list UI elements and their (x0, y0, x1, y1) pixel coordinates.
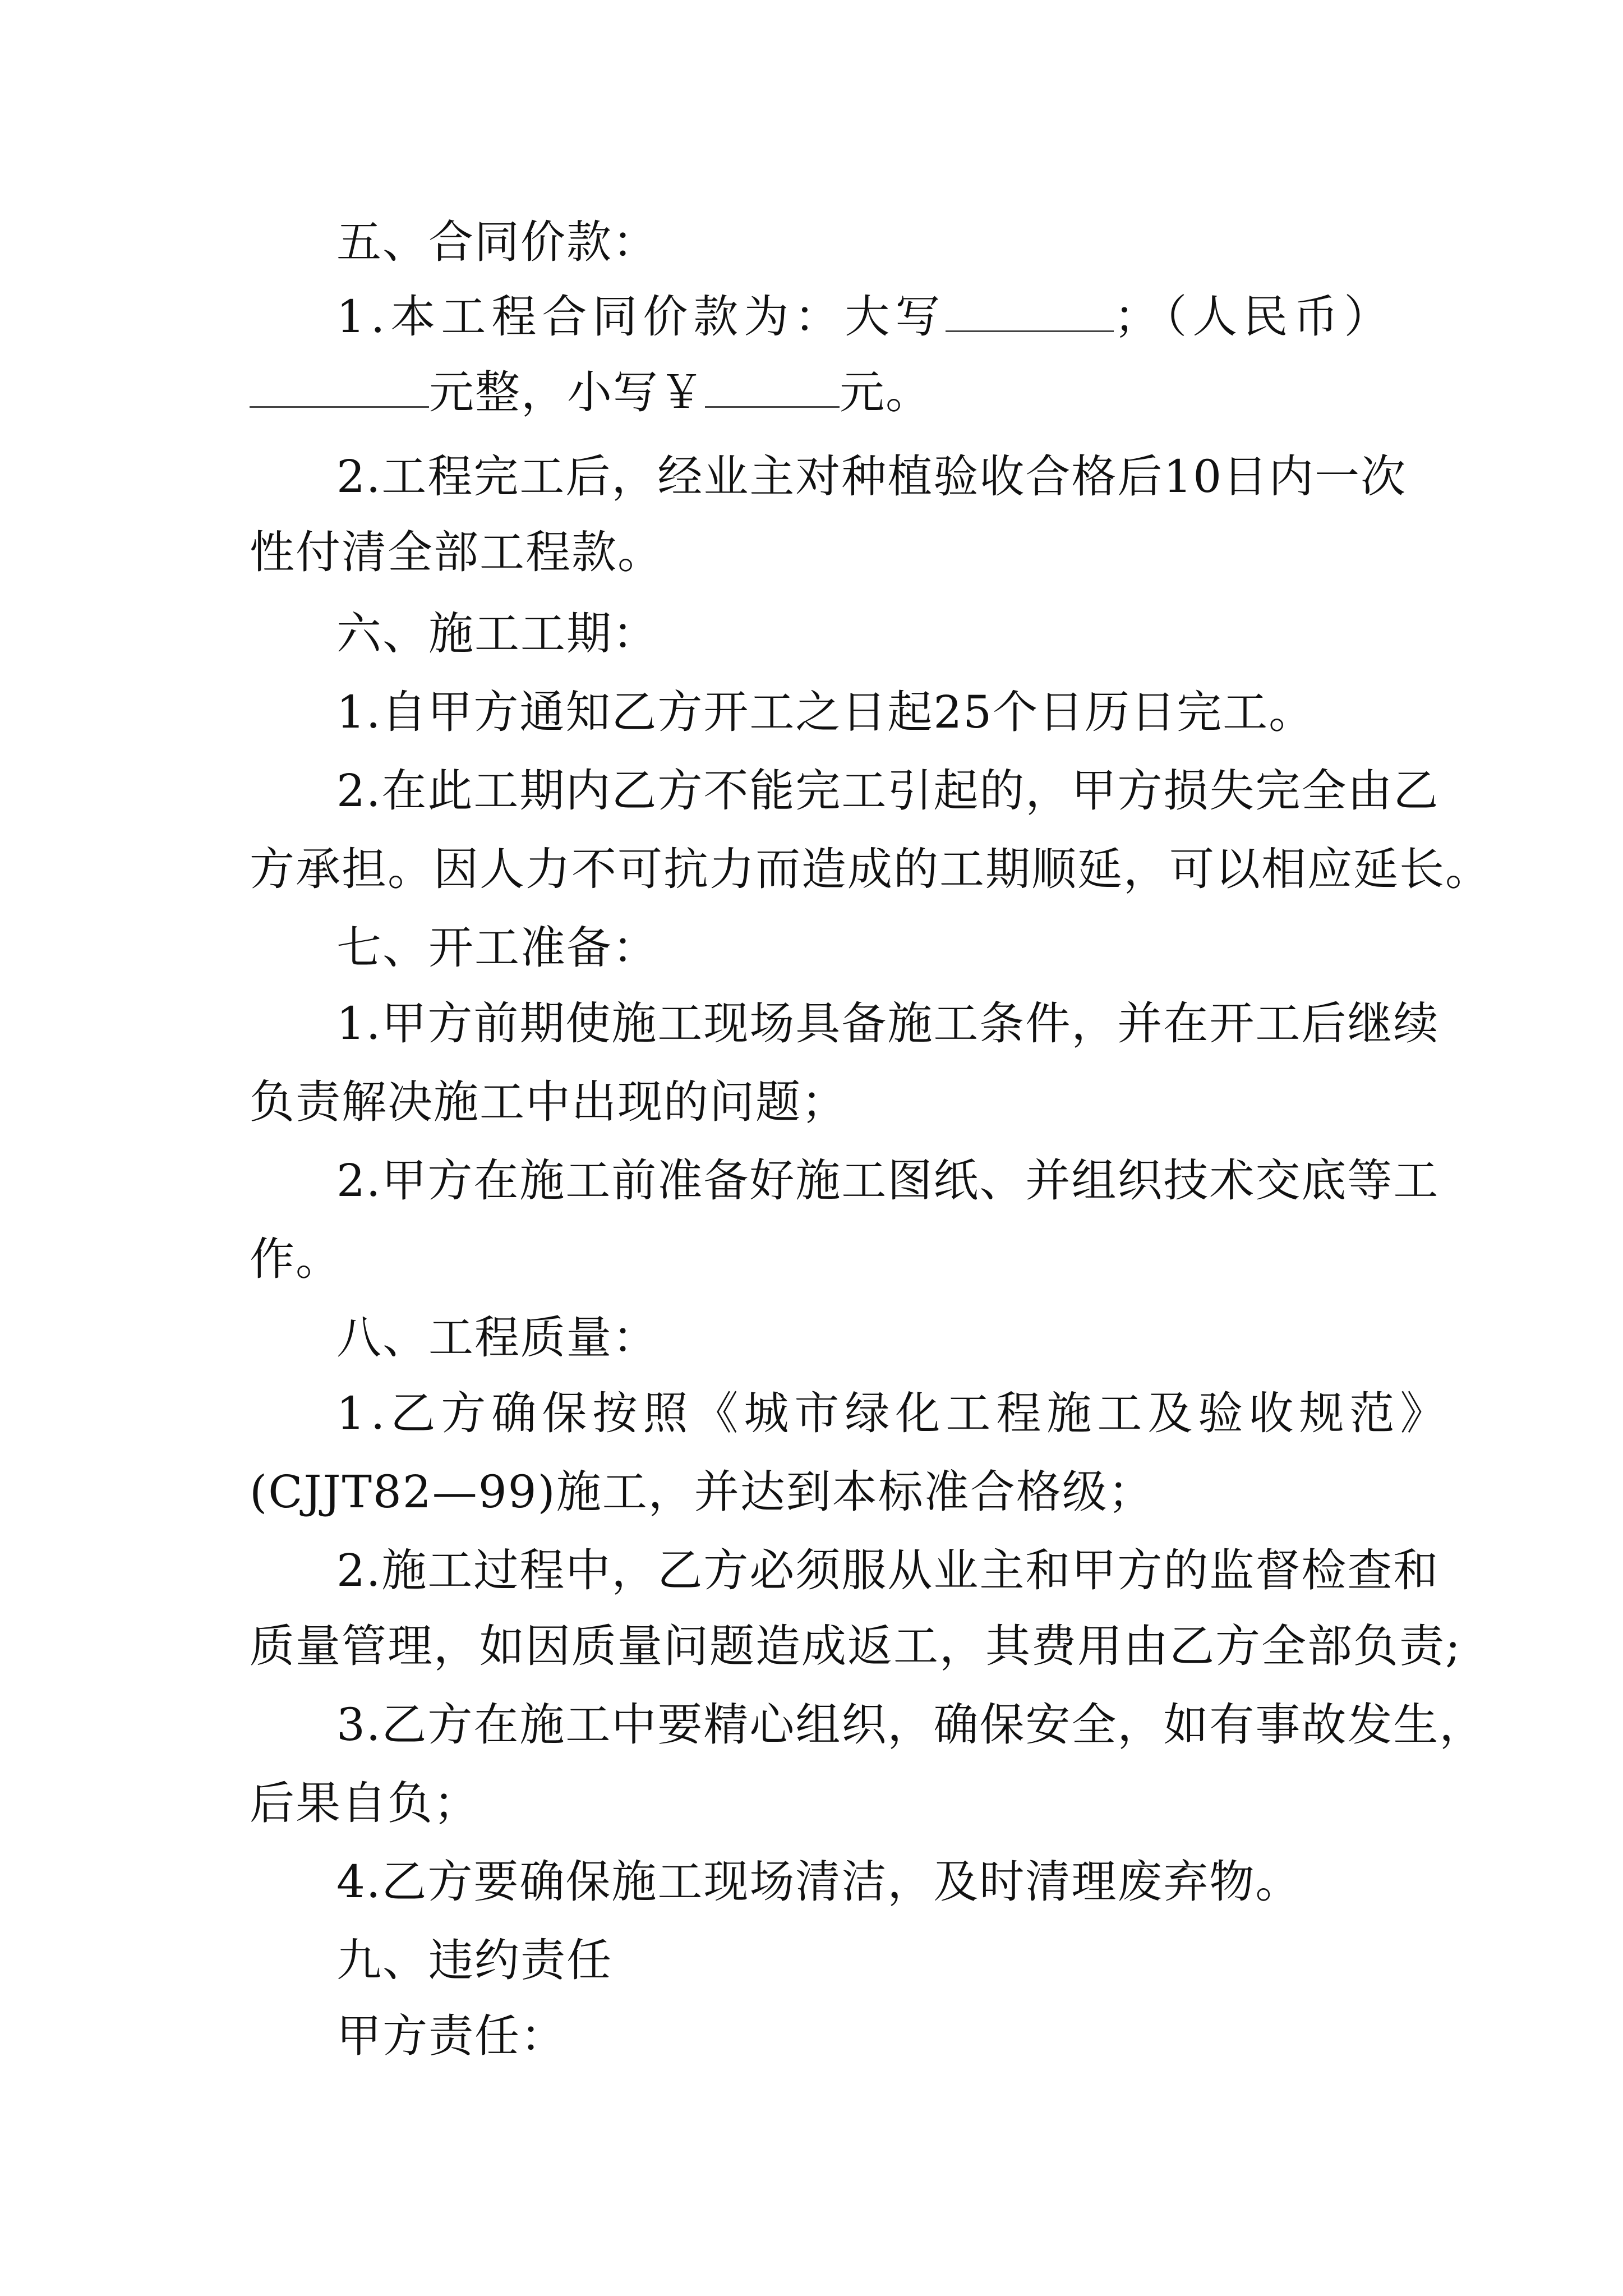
blank-underline (705, 369, 840, 408)
paragraph-text: ；（人民币） (1114, 291, 1395, 343)
paragraph-text: 1.本工程合同价款为：大写 (336, 291, 946, 343)
paragraph-line (336, 283, 1394, 351)
paragraph-line: 负责解决施工中出现的问题； (250, 1076, 847, 1128)
section-heading: 五、合同价款： (336, 216, 658, 268)
paragraph-text: 元。 (840, 366, 932, 418)
paragraph-line: 性付清全部工程款。 (250, 526, 663, 578)
paragraph-line: 4.乙方要确保施工现场清洁，及时清理废弃物。 (336, 1856, 1302, 1908)
paragraph-line: 后果自负； (250, 1777, 479, 1829)
paragraph-line: 2.在此工期内乙方不能完工引起的，甲方损失完全由乙 (336, 765, 1440, 817)
paragraph-line: 方承担。因人力不可抗力而造成的工期顺延，可以相应延长。 (250, 843, 1491, 895)
paragraph-line: 1.甲方前期使施工现场具备施工条件，并在开工后继续 (336, 997, 1440, 1050)
paragraph-line: 作。 (250, 1233, 342, 1285)
paragraph-line: 2.甲方在施工前准备好施工图纸、并组织技术交底等工 (336, 1154, 1440, 1207)
section-heading: 九、违约责任 (336, 1934, 612, 1986)
paragraph-line: 3.乙方在施工中要精心组织，确保安全，如有事故发生， (336, 1699, 1486, 1751)
paragraph-line: 1.自甲方通知乙方开工之日起25个日历日完工。 (336, 686, 1315, 738)
section-heading: 八、工程质量： (336, 1312, 658, 1364)
paragraph-line: 2.施工过程中，乙方必须服从业主和甲方的监督检查和 (336, 1544, 1440, 1596)
paragraph-line: 2.工程完工后，经业主对种植验收合格后10日内一次 (336, 450, 1407, 503)
blank-underline (946, 293, 1114, 332)
paragraph-line: 1.乙方确保按照《城市绿化工程施工及验收规范》 (336, 1387, 1451, 1439)
section-heading: 七、开工准备： (336, 922, 658, 974)
section-heading: 六、施工工期： (336, 608, 658, 660)
paragraph-text: 元整，小写￥ (429, 366, 705, 418)
paragraph-line: 质量管理，如因质量问题造成返工，其费用由乙方全部负责; (250, 1620, 1461, 1672)
blank-underline (250, 369, 429, 408)
paragraph-line: (CJJT82—99)施工，并达到本标准合格级； (250, 1466, 1154, 1518)
sub-heading: 甲方责任： (336, 2010, 566, 2062)
paragraph-line (250, 359, 1394, 426)
